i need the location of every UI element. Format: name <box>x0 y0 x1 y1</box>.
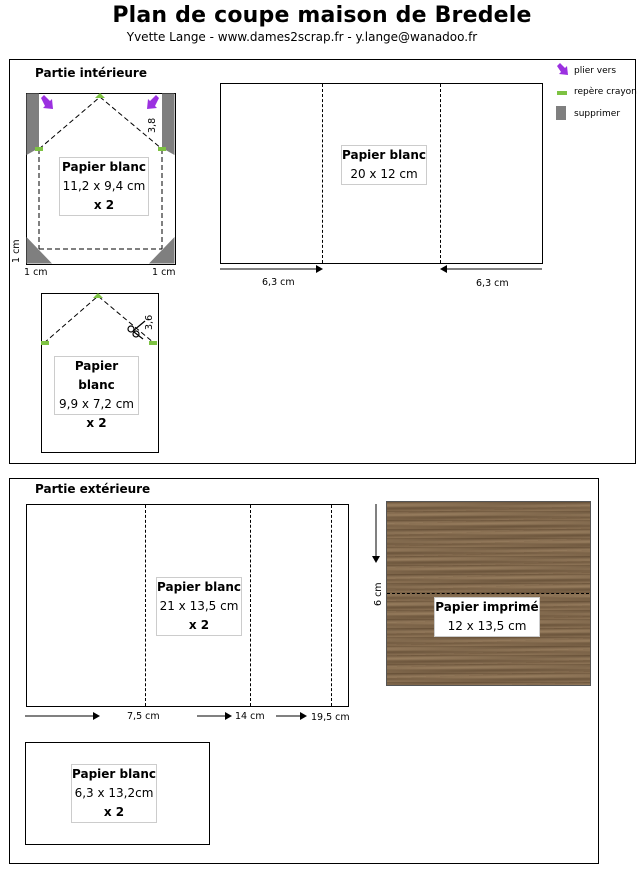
legend <box>554 63 637 128</box>
interior-section-title: Partie intérieure <box>35 66 147 80</box>
remove-top-left <box>27 94 40 156</box>
exterior-wall-arrow-a <box>24 711 102 721</box>
interior-house-dim-bottom-right: 1 cm <box>152 267 176 278</box>
interior-wall-fold-left <box>322 84 323 263</box>
interior-house-label: Papier blanc 11,2 x 9,4 cm x 2 <box>59 157 149 216</box>
interior-wall-fold-right <box>440 84 441 263</box>
legend-fold-label: plier vers <box>574 66 617 76</box>
exterior-wall-fold-2 <box>250 505 251 706</box>
interior-house-dim-3-8: 3,8 <box>147 117 158 133</box>
page-title: Plan de coupe maison de Bredele <box>112 3 532 28</box>
legend-remove-label: supprimer <box>574 109 621 119</box>
interior-wall-arrow-right <box>438 264 544 274</box>
exterior-wall-arrow-c <box>275 711 309 721</box>
exterior-section-title: Partie extérieure <box>35 482 151 496</box>
exterior-wall-dim-a: 7,5 cm <box>127 711 160 722</box>
exterior-wall-fold-1 <box>145 505 146 706</box>
exterior-printed-fold <box>387 593 589 594</box>
exterior-printed-label: Papier imprimé 12 x 13,5 cm <box>434 597 540 637</box>
interior-wall-dim-right: 6,3 cm <box>476 278 509 289</box>
interior-wall-arrow-left <box>219 264 325 274</box>
interior-wall-label: Papier blanc 20 x 12 cm <box>341 145 427 185</box>
legend-pencil-label: repère crayon <box>574 87 637 97</box>
exterior-wall-dim-b: 14 cm <box>235 711 265 722</box>
exterior-small-label: Papier blanc 6,3 x 13,2cm x 2 <box>71 764 157 823</box>
exterior-wall-fold-3 <box>331 505 332 706</box>
exterior-wall-dim-c: 19,5 cm <box>311 712 350 723</box>
interior-small-house-dim-3-6: 3,6 <box>144 314 155 330</box>
fold-arrow-icon <box>556 63 570 77</box>
exterior-wall-label: Papier blanc 21 x 13,5 cm x 2 <box>156 577 242 636</box>
pencil-mark-icon <box>557 91 567 95</box>
remove-top-right <box>162 94 175 156</box>
author-line: Yvette Lange - www.dames2scrap.fr - y.lange@wanadoo.fr <box>126 30 478 44</box>
exterior-printed-dim-top: 6 cm <box>373 582 384 606</box>
remove-area-icon <box>556 106 566 120</box>
interior-wall-dim-left: 6,3 cm <box>262 277 295 288</box>
interior-small-house-label: Papier blanc 9,9 x 7,2 cm x 2 <box>54 356 139 415</box>
exterior-wall-arrow-b <box>196 711 234 721</box>
interior-piece-house-small-markings <box>41 293 159 353</box>
interior-house-dim-left-1cm: 1 cm <box>11 239 22 263</box>
exterior-printed-arrow-down <box>371 503 381 565</box>
interior-house-dim-bottom-left: 1 cm <box>24 267 48 278</box>
